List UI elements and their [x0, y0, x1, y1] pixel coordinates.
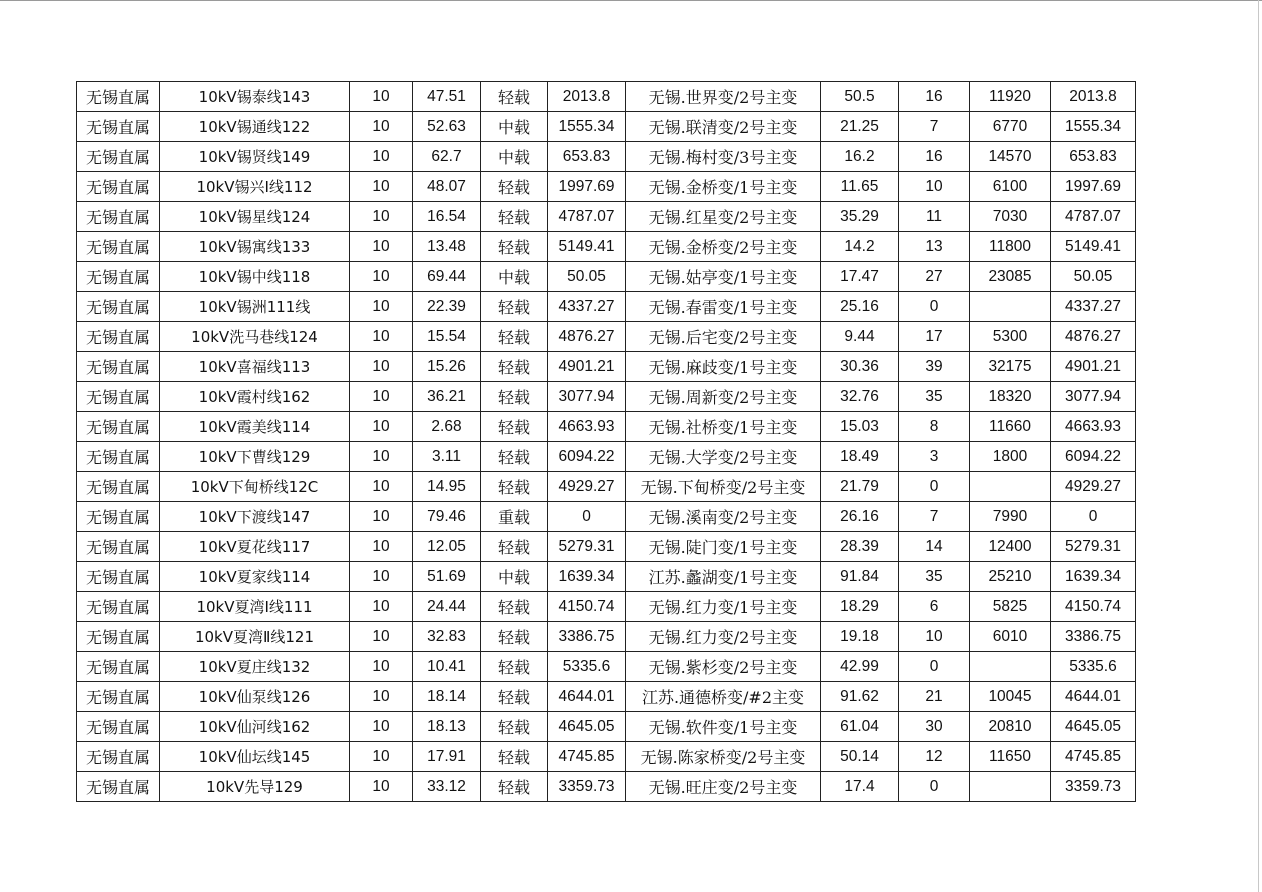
- capacity-cell: 1800: [970, 442, 1051, 472]
- load-rate-cell: 15.54: [413, 322, 481, 352]
- margin-cell: 1639.34: [548, 562, 626, 592]
- load-status-cell: 中载: [481, 562, 548, 592]
- voltage-cell: 10: [350, 352, 413, 382]
- table-row: [77, 292, 1136, 322]
- unit-cell: 无锡直属: [77, 112, 160, 142]
- line-name-cell: 10kV夏庄线132: [160, 652, 350, 682]
- transformer-cell: 江苏.通德桥变/#2主变: [626, 682, 821, 712]
- transformer-cell: 无锡.紫杉变/2号主变: [626, 652, 821, 682]
- user-count-cell: 0: [899, 472, 970, 502]
- margin-cell: 3359.73: [548, 772, 626, 802]
- unit-cell: 无锡直属: [77, 232, 160, 262]
- voltage-cell: 10: [350, 652, 413, 682]
- voltage-cell: 10: [350, 502, 413, 532]
- capacity-cell: 11800: [970, 232, 1051, 262]
- transformer-cell: 无锡.陈家桥变/2号主变: [626, 742, 821, 772]
- line-name-cell: 10kV锡通线122: [160, 112, 350, 142]
- unit-cell: 无锡直属: [77, 352, 160, 382]
- capacity-cell: 14570: [970, 142, 1051, 172]
- unit-cell: 无锡直属: [77, 502, 160, 532]
- available-capacity-cell: 4876.27: [1051, 322, 1136, 352]
- load-rate-cell: 51.69: [413, 562, 481, 592]
- voltage-cell: 10: [350, 172, 413, 202]
- user-count-cell: 7: [899, 502, 970, 532]
- margin-cell: 653.83: [548, 142, 626, 172]
- margin-cell: 6094.22: [548, 442, 626, 472]
- load-status-cell: 轻载: [481, 382, 548, 412]
- load-rate-cell: 62.7: [413, 142, 481, 172]
- transformer-load-cell: 35.29: [821, 202, 899, 232]
- capacity-cell: 10045: [970, 682, 1051, 712]
- line-name-cell: 10kV夏湾Ⅱ线121: [160, 622, 350, 652]
- load-status-cell: 重载: [481, 502, 548, 532]
- voltage-cell: 10: [350, 682, 413, 712]
- voltage-cell: 10: [350, 472, 413, 502]
- line-name-cell: 10kV锡洲111线: [160, 292, 350, 322]
- transformer-load-cell: 91.62: [821, 682, 899, 712]
- available-capacity-cell: 2013.8: [1051, 82, 1136, 112]
- transformer-load-cell: 26.16: [821, 502, 899, 532]
- line-name-cell: 10kV锡寓线133: [160, 232, 350, 262]
- load-status-cell: 中载: [481, 262, 548, 292]
- transformer-cell: 无锡.下甸桥变/2号主变: [626, 472, 821, 502]
- capacity-cell: [970, 472, 1051, 502]
- unit-cell: 无锡直属: [77, 652, 160, 682]
- transformer-load-cell: 15.03: [821, 412, 899, 442]
- transformer-cell: 无锡.大学变/2号主变: [626, 442, 821, 472]
- table-row: [77, 112, 1136, 142]
- table-row: [77, 412, 1136, 442]
- load-status-cell: 轻载: [481, 682, 548, 712]
- transformer-cell: 无锡.红星变/2号主变: [626, 202, 821, 232]
- load-rate-cell: 48.07: [413, 172, 481, 202]
- table-body: [77, 82, 1136, 802]
- table-row: [77, 442, 1136, 472]
- table-row: [77, 202, 1136, 232]
- load-rate-cell: 14.95: [413, 472, 481, 502]
- available-capacity-cell: 3077.94: [1051, 382, 1136, 412]
- user-count-cell: 8: [899, 412, 970, 442]
- transformer-load-cell: 21.25: [821, 112, 899, 142]
- page-top-border: [0, 0, 1262, 1]
- line-name-cell: 10kV仙河线162: [160, 712, 350, 742]
- transformer-cell: 江苏.蠡湖变/1号主变: [626, 562, 821, 592]
- unit-cell: 无锡直属: [77, 562, 160, 592]
- user-count-cell: 27: [899, 262, 970, 292]
- available-capacity-cell: 4745.85: [1051, 742, 1136, 772]
- capacity-cell: 5300: [970, 322, 1051, 352]
- available-capacity-cell: 5149.41: [1051, 232, 1136, 262]
- capacity-cell: 32175: [970, 352, 1051, 382]
- transformer-load-cell: 50.14: [821, 742, 899, 772]
- load-rate-cell: 12.05: [413, 532, 481, 562]
- voltage-cell: 10: [350, 742, 413, 772]
- available-capacity-cell: 4337.27: [1051, 292, 1136, 322]
- capacity-cell: [970, 772, 1051, 802]
- available-capacity-cell: 5279.31: [1051, 532, 1136, 562]
- margin-cell: 4929.27: [548, 472, 626, 502]
- load-status-cell: 轻载: [481, 412, 548, 442]
- load-status-cell: 轻载: [481, 472, 548, 502]
- table-row: [77, 382, 1136, 412]
- voltage-cell: 10: [350, 562, 413, 592]
- available-capacity-cell: 4645.05: [1051, 712, 1136, 742]
- transformer-load-cell: 32.76: [821, 382, 899, 412]
- line-name-cell: 10kV下渡线147: [160, 502, 350, 532]
- user-count-cell: 16: [899, 142, 970, 172]
- transformer-cell: 无锡.红力变/1号主变: [626, 592, 821, 622]
- table-row: [77, 742, 1136, 772]
- table-row: [77, 532, 1136, 562]
- load-status-cell: 轻载: [481, 652, 548, 682]
- margin-cell: 5335.6: [548, 652, 626, 682]
- user-count-cell: 0: [899, 772, 970, 802]
- voltage-cell: 10: [350, 232, 413, 262]
- transformer-cell: 无锡.后宅变/2号主变: [626, 322, 821, 352]
- load-status-cell: 轻载: [481, 172, 548, 202]
- load-rate-cell: 3.11: [413, 442, 481, 472]
- table-row: [77, 652, 1136, 682]
- capacity-cell: 6100: [970, 172, 1051, 202]
- available-capacity-cell: 0: [1051, 502, 1136, 532]
- load-rate-cell: 36.21: [413, 382, 481, 412]
- margin-cell: 2013.8: [548, 82, 626, 112]
- unit-cell: 无锡直属: [77, 82, 160, 112]
- transformer-cell: 无锡.麻歧变/1号主变: [626, 352, 821, 382]
- user-count-cell: 14: [899, 532, 970, 562]
- transformer-load-cell: 9.44: [821, 322, 899, 352]
- transformer-load-cell: 14.2: [821, 232, 899, 262]
- voltage-cell: 10: [350, 142, 413, 172]
- margin-cell: 0: [548, 502, 626, 532]
- capacity-cell: 7990: [970, 502, 1051, 532]
- margin-cell: 4745.85: [548, 742, 626, 772]
- transformer-cell: 无锡.世界变/2号主变: [626, 82, 821, 112]
- voltage-cell: 10: [350, 592, 413, 622]
- unit-cell: 无锡直属: [77, 442, 160, 472]
- user-count-cell: 0: [899, 652, 970, 682]
- load-status-cell: 中载: [481, 112, 548, 142]
- voltage-cell: 10: [350, 112, 413, 142]
- margin-cell: 4150.74: [548, 592, 626, 622]
- voltage-cell: 10: [350, 382, 413, 412]
- load-status-cell: 轻载: [481, 742, 548, 772]
- user-count-cell: 30: [899, 712, 970, 742]
- transformer-load-cell: 28.39: [821, 532, 899, 562]
- voltage-cell: 10: [350, 322, 413, 352]
- margin-cell: 5279.31: [548, 532, 626, 562]
- capacity-cell: 12400: [970, 532, 1051, 562]
- transformer-cell: 无锡.陡门变/1号主变: [626, 532, 821, 562]
- load-rate-cell: 17.91: [413, 742, 481, 772]
- margin-cell: 4644.01: [548, 682, 626, 712]
- load-rate-cell: 18.14: [413, 682, 481, 712]
- user-count-cell: 39: [899, 352, 970, 382]
- voltage-cell: 10: [350, 442, 413, 472]
- transformer-cell: 无锡.联清变/2号主变: [626, 112, 821, 142]
- user-count-cell: 10: [899, 622, 970, 652]
- transformer-load-cell: 17.4: [821, 772, 899, 802]
- load-status-cell: 轻载: [481, 772, 548, 802]
- unit-cell: 无锡直属: [77, 742, 160, 772]
- transformer-load-cell: 19.18: [821, 622, 899, 652]
- available-capacity-cell: 4644.01: [1051, 682, 1136, 712]
- line-name-cell: 10kV仙泵线126: [160, 682, 350, 712]
- available-capacity-cell: 3359.73: [1051, 772, 1136, 802]
- load-rate-cell: 79.46: [413, 502, 481, 532]
- available-capacity-cell: 50.05: [1051, 262, 1136, 292]
- load-rate-cell: 16.54: [413, 202, 481, 232]
- load-status-cell: 轻载: [481, 622, 548, 652]
- table-row: [77, 592, 1136, 622]
- transformer-cell: 无锡.红力变/2号主变: [626, 622, 821, 652]
- capacity-cell: 20810: [970, 712, 1051, 742]
- load-status-cell: 轻载: [481, 592, 548, 622]
- line-name-cell: 10kV锡泰线143: [160, 82, 350, 112]
- transformer-cell: 无锡.金桥变/2号主变: [626, 232, 821, 262]
- table-row: [77, 472, 1136, 502]
- transformer-load-cell: 21.79: [821, 472, 899, 502]
- page-right-border: [1258, 0, 1259, 892]
- line-name-cell: 10kV夏湾Ⅰ线111: [160, 592, 350, 622]
- line-name-cell: 10kV夏家线114: [160, 562, 350, 592]
- load-status-cell: 轻载: [481, 232, 548, 262]
- table-row: [77, 562, 1136, 592]
- unit-cell: 无锡直属: [77, 382, 160, 412]
- user-count-cell: 35: [899, 382, 970, 412]
- available-capacity-cell: 3386.75: [1051, 622, 1136, 652]
- line-name-cell: 10kV先导129: [160, 772, 350, 802]
- line-name-cell: 10kV洗马巷线124: [160, 322, 350, 352]
- user-count-cell: 12: [899, 742, 970, 772]
- table-row: [77, 352, 1136, 382]
- load-status-cell: 中载: [481, 142, 548, 172]
- load-rate-cell: 69.44: [413, 262, 481, 292]
- transformer-cell: 无锡.社桥变/1号主变: [626, 412, 821, 442]
- unit-cell: 无锡直属: [77, 172, 160, 202]
- transformer-cell: 无锡.姑亭变/1号主变: [626, 262, 821, 292]
- margin-cell: 5149.41: [548, 232, 626, 262]
- transformer-load-cell: 50.5: [821, 82, 899, 112]
- user-count-cell: 6: [899, 592, 970, 622]
- load-rate-cell: 10.41: [413, 652, 481, 682]
- line-name-cell: 10kV锡贤线149: [160, 142, 350, 172]
- capacity-cell: [970, 652, 1051, 682]
- line-name-cell: 10kV下甸桥线12C: [160, 472, 350, 502]
- available-capacity-cell: 4150.74: [1051, 592, 1136, 622]
- load-rate-cell: 2.68: [413, 412, 481, 442]
- unit-cell: 无锡直属: [77, 772, 160, 802]
- load-rate-cell: 18.13: [413, 712, 481, 742]
- load-rate-cell: 24.44: [413, 592, 481, 622]
- line-name-cell: 10kV锡兴Ⅰ线112: [160, 172, 350, 202]
- voltage-cell: 10: [350, 292, 413, 322]
- transformer-cell: 无锡.旺庄变/2号主变: [626, 772, 821, 802]
- load-rate-cell: 52.63: [413, 112, 481, 142]
- line-name-cell: 10kV喜福线113: [160, 352, 350, 382]
- transformer-load-cell: 16.2: [821, 142, 899, 172]
- transformer-cell: 无锡.周新变/2号主变: [626, 382, 821, 412]
- transformer-load-cell: 18.49: [821, 442, 899, 472]
- available-capacity-cell: 1997.69: [1051, 172, 1136, 202]
- line-name-cell: 10kV仙坛线145: [160, 742, 350, 772]
- user-count-cell: 10: [899, 172, 970, 202]
- user-count-cell: 7: [899, 112, 970, 142]
- table-row: [77, 172, 1136, 202]
- available-capacity-cell: 4901.21: [1051, 352, 1136, 382]
- voltage-cell: 10: [350, 532, 413, 562]
- voltage-cell: 10: [350, 82, 413, 112]
- margin-cell: 1555.34: [548, 112, 626, 142]
- user-count-cell: 21: [899, 682, 970, 712]
- load-rate-cell: 47.51: [413, 82, 481, 112]
- table-row: [77, 82, 1136, 112]
- capacity-cell: 6010: [970, 622, 1051, 652]
- table-row: [77, 712, 1136, 742]
- available-capacity-cell: 1555.34: [1051, 112, 1136, 142]
- unit-cell: 无锡直属: [77, 682, 160, 712]
- capacity-cell: 23085: [970, 262, 1051, 292]
- table-row: [77, 142, 1136, 172]
- user-count-cell: 16: [899, 82, 970, 112]
- feeder-load-table: [76, 81, 1136, 802]
- line-name-cell: 10kV锡星线124: [160, 202, 350, 232]
- unit-cell: 无锡直属: [77, 262, 160, 292]
- line-name-cell: 10kV下曹线129: [160, 442, 350, 472]
- available-capacity-cell: 6094.22: [1051, 442, 1136, 472]
- margin-cell: 4876.27: [548, 322, 626, 352]
- capacity-cell: 25210: [970, 562, 1051, 592]
- transformer-load-cell: 11.65: [821, 172, 899, 202]
- user-count-cell: 3: [899, 442, 970, 472]
- margin-cell: 4645.05: [548, 712, 626, 742]
- voltage-cell: 10: [350, 412, 413, 442]
- unit-cell: 无锡直属: [77, 712, 160, 742]
- load-rate-cell: 22.39: [413, 292, 481, 322]
- transformer-load-cell: 42.99: [821, 652, 899, 682]
- capacity-cell: [970, 292, 1051, 322]
- voltage-cell: 10: [350, 262, 413, 292]
- capacity-cell: 5825: [970, 592, 1051, 622]
- load-rate-cell: 32.83: [413, 622, 481, 652]
- transformer-load-cell: 17.47: [821, 262, 899, 292]
- load-status-cell: 轻载: [481, 442, 548, 472]
- load-status-cell: 轻载: [481, 352, 548, 382]
- line-name-cell: 10kV霞美线114: [160, 412, 350, 442]
- user-count-cell: 13: [899, 232, 970, 262]
- load-rate-cell: 15.26: [413, 352, 481, 382]
- load-status-cell: 轻载: [481, 292, 548, 322]
- load-status-cell: 轻载: [481, 82, 548, 112]
- line-name-cell: 10kV夏花线117: [160, 532, 350, 562]
- capacity-cell: 11650: [970, 742, 1051, 772]
- user-count-cell: 17: [899, 322, 970, 352]
- unit-cell: 无锡直属: [77, 532, 160, 562]
- margin-cell: 3386.75: [548, 622, 626, 652]
- margin-cell: 4663.93: [548, 412, 626, 442]
- voltage-cell: 10: [350, 202, 413, 232]
- transformer-cell: 无锡.软件变/1号主变: [626, 712, 821, 742]
- table-row: [77, 772, 1136, 802]
- line-name-cell: 10kV霞村线162: [160, 382, 350, 412]
- unit-cell: 无锡直属: [77, 322, 160, 352]
- voltage-cell: 10: [350, 712, 413, 742]
- capacity-cell: 7030: [970, 202, 1051, 232]
- unit-cell: 无锡直属: [77, 292, 160, 322]
- load-status-cell: 轻载: [481, 532, 548, 562]
- load-rate-cell: 33.12: [413, 772, 481, 802]
- transformer-cell: 无锡.梅村变/3号主变: [626, 142, 821, 172]
- transformer-load-cell: 18.29: [821, 592, 899, 622]
- transformer-cell: 无锡.春雷变/1号主变: [626, 292, 821, 322]
- available-capacity-cell: 4663.93: [1051, 412, 1136, 442]
- unit-cell: 无锡直属: [77, 412, 160, 442]
- margin-cell: 4787.07: [548, 202, 626, 232]
- unit-cell: 无锡直属: [77, 202, 160, 232]
- available-capacity-cell: 5335.6: [1051, 652, 1136, 682]
- user-count-cell: 11: [899, 202, 970, 232]
- unit-cell: 无锡直属: [77, 142, 160, 172]
- available-capacity-cell: 4929.27: [1051, 472, 1136, 502]
- transformer-load-cell: 25.16: [821, 292, 899, 322]
- capacity-cell: 6770: [970, 112, 1051, 142]
- load-status-cell: 轻载: [481, 202, 548, 232]
- margin-cell: 4901.21: [548, 352, 626, 382]
- capacity-cell: 18320: [970, 382, 1051, 412]
- table-row: [77, 502, 1136, 532]
- table-row: [77, 262, 1136, 292]
- transformer-cell: 无锡.金桥变/1号主变: [626, 172, 821, 202]
- transformer-load-cell: 30.36: [821, 352, 899, 382]
- line-name-cell: 10kV锡中线118: [160, 262, 350, 292]
- unit-cell: 无锡直属: [77, 592, 160, 622]
- margin-cell: 3077.94: [548, 382, 626, 412]
- available-capacity-cell: 1639.34: [1051, 562, 1136, 592]
- margin-cell: 1997.69: [548, 172, 626, 202]
- user-count-cell: 35: [899, 562, 970, 592]
- table-row: [77, 322, 1136, 352]
- transformer-load-cell: 91.84: [821, 562, 899, 592]
- load-status-cell: 轻载: [481, 322, 548, 352]
- capacity-cell: 11920: [970, 82, 1051, 112]
- table-row: [77, 622, 1136, 652]
- transformer-cell: 无锡.溪南变/2号主变: [626, 502, 821, 532]
- margin-cell: 50.05: [548, 262, 626, 292]
- unit-cell: 无锡直属: [77, 472, 160, 502]
- transformer-load-cell: 61.04: [821, 712, 899, 742]
- unit-cell: 无锡直属: [77, 622, 160, 652]
- voltage-cell: 10: [350, 622, 413, 652]
- table-row: [77, 232, 1136, 262]
- user-count-cell: 0: [899, 292, 970, 322]
- available-capacity-cell: 4787.07: [1051, 202, 1136, 232]
- load-status-cell: 轻载: [481, 712, 548, 742]
- load-rate-cell: 13.48: [413, 232, 481, 262]
- voltage-cell: 10: [350, 772, 413, 802]
- table-row: [77, 682, 1136, 712]
- available-capacity-cell: 653.83: [1051, 142, 1136, 172]
- margin-cell: 4337.27: [548, 292, 626, 322]
- capacity-cell: 11660: [970, 412, 1051, 442]
